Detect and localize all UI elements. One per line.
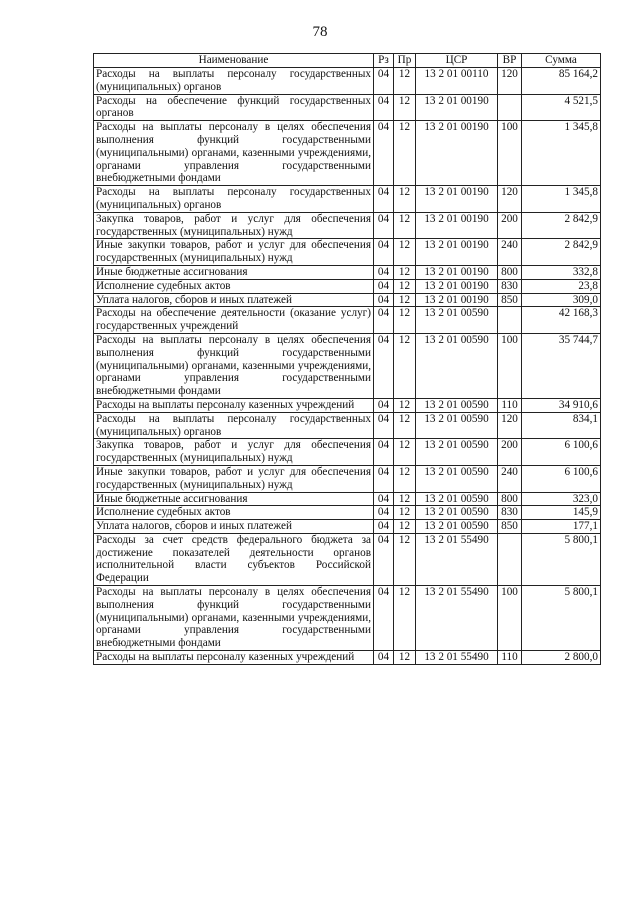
table-row xyxy=(94,333,601,398)
row-vr: 240 xyxy=(498,465,522,492)
table-row xyxy=(94,412,601,439)
table-row xyxy=(94,265,601,279)
row-name: Расходы на выплаты персоналу казенных учреждений xyxy=(94,398,374,412)
row-rz: 04 xyxy=(374,465,394,492)
budget-table xyxy=(93,53,601,665)
table-header-row xyxy=(94,54,601,68)
row-name: Расходы на выплаты персоналу в целях обеспечения выполнения функций государственными (муниципальными) органами, казенными учреждениями, органами управления государственными внебюджетными фондами xyxy=(94,333,374,398)
row-vr xyxy=(498,307,522,334)
row-sum: 834,1 xyxy=(522,412,601,439)
header-sum: Сумма xyxy=(522,54,601,68)
row-csr: 13 2 01 00190 xyxy=(416,293,498,307)
row-sum: 85 164,2 xyxy=(522,68,601,95)
row-vr: 100 xyxy=(498,121,522,186)
row-csr: 13 2 01 55490 xyxy=(416,586,498,651)
row-vr: 120 xyxy=(498,412,522,439)
row-sum: 1 345,8 xyxy=(522,186,601,213)
header-csr: ЦСР xyxy=(416,54,498,68)
row-pr: 12 xyxy=(394,520,416,534)
row-rz: 04 xyxy=(374,212,394,239)
table-row xyxy=(94,492,601,506)
row-name: Расходы на обеспечение деятельности (оказание услуг) государственных учреждений xyxy=(94,307,374,334)
row-csr: 13 2 01 00190 xyxy=(416,265,498,279)
row-name: Исполнение судебных актов xyxy=(94,506,374,520)
row-pr: 12 xyxy=(394,412,416,439)
row-vr: 830 xyxy=(498,279,522,293)
row-vr xyxy=(498,94,522,121)
row-sum: 42 168,3 xyxy=(522,307,601,334)
row-csr: 13 2 01 00190 xyxy=(416,94,498,121)
row-pr: 12 xyxy=(394,439,416,466)
row-csr: 13 2 01 00190 xyxy=(416,279,498,293)
row-rz: 04 xyxy=(374,293,394,307)
row-rz: 04 xyxy=(374,506,394,520)
table-row xyxy=(94,68,601,95)
row-vr: 200 xyxy=(498,212,522,239)
row-pr: 12 xyxy=(394,307,416,334)
row-name: Расходы за счет средств федерального бюджета за достижение показателей деятельности органов исполнительной власти субъектов Российской Федерации xyxy=(94,533,374,585)
row-name: Расходы на выплаты персоналу государственных (муниципальных) органов xyxy=(94,186,374,213)
row-sum: 6 100,6 xyxy=(522,439,601,466)
row-name: Закупка товаров, работ и услуг для обеспечения государственных (муниципальных) нужд xyxy=(94,212,374,239)
row-rz: 04 xyxy=(374,265,394,279)
table-row xyxy=(94,520,601,534)
row-csr: 13 2 01 00190 xyxy=(416,121,498,186)
row-pr: 12 xyxy=(394,586,416,651)
row-name: Иные бюджетные ассигнования xyxy=(94,492,374,506)
row-vr: 800 xyxy=(498,492,522,506)
row-sum: 6 100,6 xyxy=(522,465,601,492)
row-rz: 04 xyxy=(374,239,394,266)
row-vr: 110 xyxy=(498,398,522,412)
row-rz: 04 xyxy=(374,398,394,412)
row-rz: 04 xyxy=(374,651,394,665)
row-vr: 100 xyxy=(498,586,522,651)
row-rz: 04 xyxy=(374,94,394,121)
row-pr: 12 xyxy=(394,293,416,307)
table-row xyxy=(94,239,601,266)
row-pr: 12 xyxy=(394,492,416,506)
row-csr: 13 2 01 00190 xyxy=(416,212,498,239)
row-csr: 13 2 01 00190 xyxy=(416,239,498,266)
row-csr: 13 2 01 00590 xyxy=(416,506,498,520)
row-pr: 12 xyxy=(394,94,416,121)
row-sum: 4 521,5 xyxy=(522,94,601,121)
row-name: Расходы на выплаты персоналу в целях обеспечения выполнения функций государственными (муниципальными) органами, казенными учреждениями, органами управления государственными внебюджетными фондами xyxy=(94,121,374,186)
row-name: Расходы на выплаты персоналу государственных (муниципальных) органов xyxy=(94,412,374,439)
row-sum: 35 744,7 xyxy=(522,333,601,398)
row-pr: 12 xyxy=(394,506,416,520)
page-number: 78 xyxy=(312,24,328,40)
row-name: Расходы на выплаты персоналу в целях обеспечения выполнения функций государственными (муниципальными) органами, казенными учреждениями, органами управления государственными внебюджетными фондами xyxy=(94,586,374,651)
row-vr xyxy=(498,533,522,585)
row-pr: 12 xyxy=(394,239,416,266)
row-sum: 5 800,1 xyxy=(522,533,601,585)
table-row xyxy=(94,439,601,466)
row-vr: 800 xyxy=(498,265,522,279)
row-sum: 145,9 xyxy=(522,506,601,520)
row-rz: 04 xyxy=(374,412,394,439)
row-rz: 04 xyxy=(374,333,394,398)
row-csr: 13 2 01 00110 xyxy=(416,68,498,95)
row-name: Уплата налогов, сборов и иных платежей xyxy=(94,520,374,534)
row-pr: 12 xyxy=(394,398,416,412)
row-rz: 04 xyxy=(374,533,394,585)
row-vr: 120 xyxy=(498,68,522,95)
row-csr: 13 2 01 00590 xyxy=(416,398,498,412)
row-sum: 1 345,8 xyxy=(522,121,601,186)
row-rz: 04 xyxy=(374,186,394,213)
table-row xyxy=(94,398,601,412)
row-rz: 04 xyxy=(374,439,394,466)
row-vr: 200 xyxy=(498,439,522,466)
row-csr: 13 2 01 55490 xyxy=(416,533,498,585)
table-row xyxy=(94,506,601,520)
row-name: Расходы на выплаты персоналу государственных (муниципальных) органов xyxy=(94,68,374,95)
row-vr: 850 xyxy=(498,520,522,534)
row-sum: 332,8 xyxy=(522,265,601,279)
row-rz: 04 xyxy=(374,68,394,95)
row-vr: 830 xyxy=(498,506,522,520)
row-sum: 5 800,1 xyxy=(522,586,601,651)
row-rz: 04 xyxy=(374,586,394,651)
table-row xyxy=(94,212,601,239)
row-csr: 13 2 01 00190 xyxy=(416,186,498,213)
row-pr: 12 xyxy=(394,68,416,95)
row-name: Иные закупки товаров, работ и услуг для обеспечения государственных (муниципальных) нужд xyxy=(94,239,374,266)
row-pr: 12 xyxy=(394,651,416,665)
row-name: Иные бюджетные ассигнования xyxy=(94,265,374,279)
row-sum: 2 842,9 xyxy=(522,212,601,239)
row-csr: 13 2 01 00590 xyxy=(416,439,498,466)
row-sum: 34 910,6 xyxy=(522,398,601,412)
row-sum: 2 800,0 xyxy=(522,651,601,665)
row-pr: 12 xyxy=(394,465,416,492)
row-name: Иные закупки товаров, работ и услуг для обеспечения государственных (муниципальных) нужд xyxy=(94,465,374,492)
table-row xyxy=(94,533,601,585)
row-sum: 177,1 xyxy=(522,520,601,534)
header-rz: Рз xyxy=(374,54,394,68)
row-pr: 12 xyxy=(394,533,416,585)
table-row xyxy=(94,94,601,121)
header-vr: ВР xyxy=(498,54,522,68)
table-row xyxy=(94,651,601,665)
row-csr: 13 2 01 00590 xyxy=(416,333,498,398)
row-sum: 23,8 xyxy=(522,279,601,293)
row-rz: 04 xyxy=(374,492,394,506)
table-row xyxy=(94,293,601,307)
row-rz: 04 xyxy=(374,307,394,334)
table-row xyxy=(94,465,601,492)
row-name: Расходы на обеспечение функций государственных органов xyxy=(94,94,374,121)
row-rz: 04 xyxy=(374,121,394,186)
row-pr: 12 xyxy=(394,279,416,293)
row-vr: 100 xyxy=(498,333,522,398)
header-name: Наименование xyxy=(94,54,374,68)
row-csr: 13 2 01 00590 xyxy=(416,307,498,334)
table-row xyxy=(94,307,601,334)
row-name: Уплата налогов, сборов и иных платежей xyxy=(94,293,374,307)
row-vr: 120 xyxy=(498,186,522,213)
row-csr: 13 2 01 55490 xyxy=(416,651,498,665)
row-vr: 110 xyxy=(498,651,522,665)
row-name: Расходы на выплаты персоналу казенных учреждений xyxy=(94,651,374,665)
row-csr: 13 2 01 00590 xyxy=(416,492,498,506)
header-pr: Пр xyxy=(394,54,416,68)
row-pr: 12 xyxy=(394,333,416,398)
row-sum: 323,0 xyxy=(522,492,601,506)
row-name: Исполнение судебных актов xyxy=(94,279,374,293)
row-sum: 309,0 xyxy=(522,293,601,307)
row-rz: 04 xyxy=(374,279,394,293)
row-rz: 04 xyxy=(374,520,394,534)
row-pr: 12 xyxy=(394,265,416,279)
table-row xyxy=(94,586,601,651)
table-row xyxy=(94,186,601,213)
row-csr: 13 2 01 00590 xyxy=(416,412,498,439)
row-csr: 13 2 01 00590 xyxy=(416,465,498,492)
row-csr: 13 2 01 00590 xyxy=(416,520,498,534)
table-row xyxy=(94,279,601,293)
row-sum: 2 842,9 xyxy=(522,239,601,266)
row-vr: 850 xyxy=(498,293,522,307)
row-name: Закупка товаров, работ и услуг для обеспечения государственных (муниципальных) нужд xyxy=(94,439,374,466)
row-pr: 12 xyxy=(394,186,416,213)
row-vr: 240 xyxy=(498,239,522,266)
table-row xyxy=(94,121,601,186)
row-pr: 12 xyxy=(394,121,416,186)
row-pr: 12 xyxy=(394,212,416,239)
